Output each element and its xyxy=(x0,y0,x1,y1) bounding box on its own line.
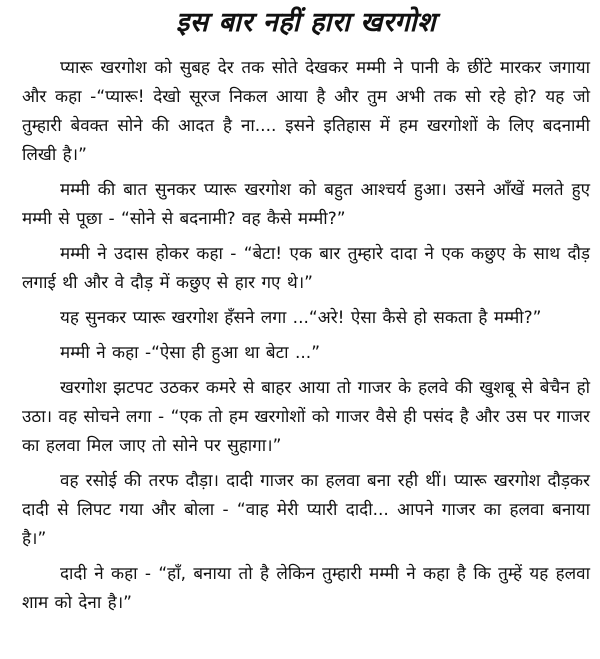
story-paragraph-3: मम्मी ने उदास होकर कहा - “बेटा! एक बार तुम्हारे दादा ने एक कछुए के साथ दौड़ लगाई थी और वे दौड़ में कछुए से हार गए थे।” xyxy=(22,244,590,293)
story-paragraph-8: दादी ने कहा - “हाँ, बनाया तो है लेकिन तुम्हारी मम्मी ने कहा है कि तुम्हें यह हलवा शाम को देना है।” xyxy=(22,564,590,613)
story-paragraph-5: मम्मी ने कहा -“ऐसा ही हुआ था बेटा ...” xyxy=(60,343,320,363)
story-paragraph-1: प्यारू खरगोश को सुबह देर तक सोते देखकर मम्मी ने पानी के छींटे मारकर जगाया और कहा -“प्यारू! देखो सूरज निकल आया है और तुम अभी तक सो रहे हो? यह जो तुम्हारी बेवक्त सोने की आदत है ना.... इसने इतिहास में हम खरगोशों के लिए बदनामी लिखी है।” xyxy=(22,58,590,165)
story-paragraph-2: मम्मी की बात सुनकर प्यारू खरगोश को बहुत आश्चर्य हुआ। उसने आँखें मलते हुए मम्मी से पूछा - “सोने से बदनामी? वह कैसे मम्मी?” xyxy=(22,180,590,229)
story-title: इस बार नहीं हारा खरगोश xyxy=(176,7,436,38)
story-paragraph-6: खरगोश झटपट उठकर कमरे से बाहर आया तो गाजर के हलवे की खुशबू से बेचैन हो उठा। वह सोचने लगा - “एक तो हम खरगोशों को गाजर वैसे ही पसंद है और उस पर गाजर का हलवा मिल जाए तो सोने पर सुहागा।” xyxy=(22,378,591,456)
story-paragraph-7: वह रसोई की तरफ दौड़ा। दादी गाजर का हलवा बना रही थीं। प्यारू खरगोश दौड़कर दादी से लिपट गया और बोला - “वाह मेरी प्यारी दादी... आपने गाजर का हलवा बनाया है।” xyxy=(22,471,590,549)
story-paragraph-4: यह सुनकर प्यारू खरगोश हँसने लगा ...“अरे! ऐसा कैसे हो सकता है मम्मी?” xyxy=(60,308,542,328)
